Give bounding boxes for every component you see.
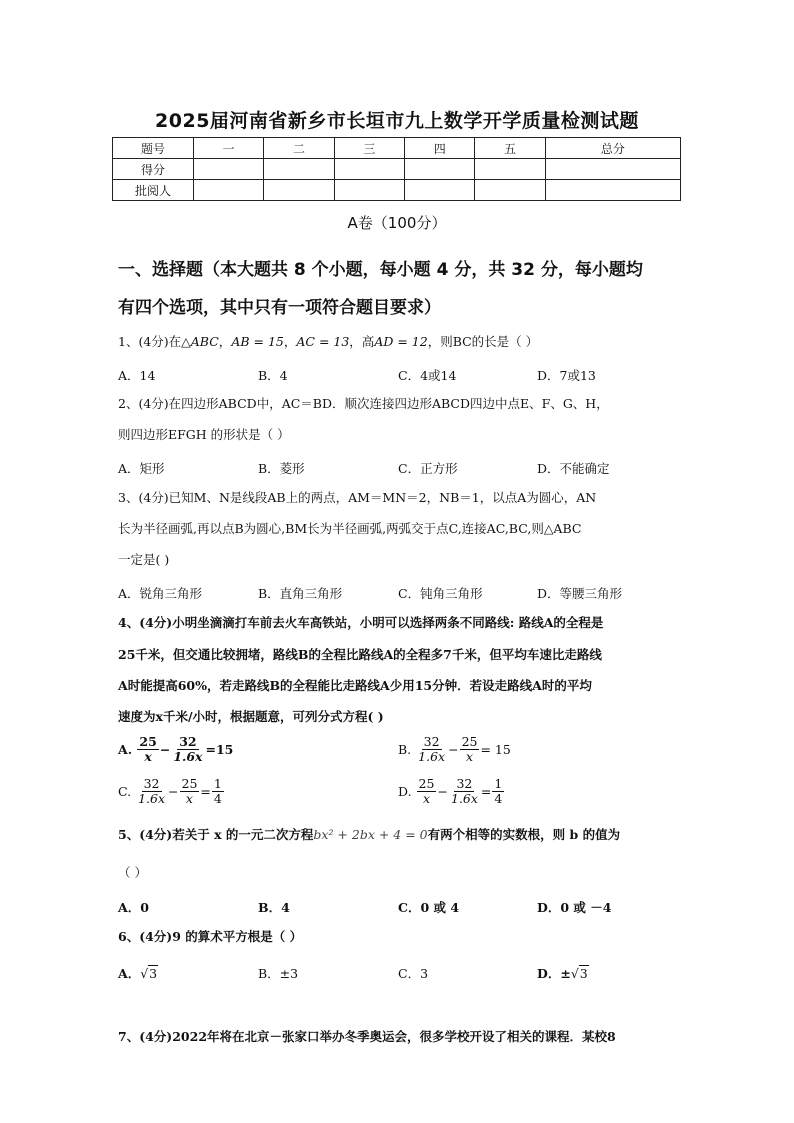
table-cell [405,159,475,180]
numerator: 25 [181,776,198,791]
math: ABC [190,334,219,349]
question-4-line1: 4、(4分)小明坐滴滴打车前去火车高铁站，小明可以选择两条不同路线: 路线A的全程是 [118,615,604,630]
table-cell [194,180,264,201]
table-cell [545,180,680,201]
text: ，高 [349,334,375,349]
numerator: 25 [139,734,157,749]
exam-title: 2025届河南省新乡市长垣市九上数学开学质量检测试题 [155,110,639,132]
section-heading-line1: 一、选择题（本大题共 8 个小题，每小题 4 分，共 32 分，每小题均 [118,260,643,280]
question-4-line2: 25千米，但交通比较拥堵，路线B的全程比路线A的全程多7千米，但平均车速比走路线 [118,647,602,662]
q3-option-a: A．锐角三角形 [118,586,203,601]
question-4-line4: 速度为x千米/小时，根据题意，可列分式方程( ) [118,709,384,724]
q4-option-b: B. $\frac{32}{1.6x}$ − $\frac{25}{x}$ = 15 [398,734,511,764]
option-label: C. [118,784,132,799]
q2-option-c: C．正方形 [398,461,458,476]
table-cell [475,159,545,180]
numerator: 32 [456,776,473,791]
q5-option-d: D．0 或 －4 [537,900,612,915]
numerator: 32 [423,734,440,749]
numerator: 1 [494,776,503,791]
volume-heading: A卷（100分） [347,214,447,232]
q6-option-b: B．±3 [258,966,299,981]
q2-option-b: B．菱形 [258,461,305,476]
q2-option-a: A．矩形 [118,461,165,476]
table-cell: 三 [334,138,404,159]
question-2-line2: 则四边形EFGH 的形状是（ ） [118,427,290,442]
q4-option-a: A. $\frac{25}{x}$ − $\frac{32}{1.6x}$ =15 [118,734,234,764]
table-cell [405,180,475,201]
radicand: 3 [149,966,158,981]
score-table-header-row [113,138,681,159]
table-cell: 一 [194,138,264,159]
q5-option-a: A．0 [118,900,149,915]
table-cell: 总分 [545,138,680,159]
numerator: 1 [213,776,222,791]
score-table-row [113,159,681,180]
q5-option-c: C．0 或 4 [398,900,460,915]
text: ， [283,334,297,349]
math: AC = 13 [296,334,350,349]
denominator: 1.6x [138,791,166,806]
table-cell [264,180,334,201]
q1-option-a: A．14 [118,368,156,383]
table-cell: 得分 [113,159,194,180]
question-2-line1: 2、(4分)在四边形ABCD中，AC＝BD．顺次连接四边形ABCD四边中点E、F、G、H， [118,396,609,411]
numerator: 32 [143,776,160,791]
table-cell [334,159,404,180]
q3-option-b: B．直角三角形 [258,586,343,601]
option-label: D. [398,784,412,799]
question-6-line1: 6、(4分)9 的算术平方根是（ ） [118,929,303,944]
table-cell: 题号 [113,138,194,159]
q1-option-c: C．4或14 [398,368,457,383]
score-table [112,137,681,201]
question-1 [118,334,678,350]
question-3-line3: 一定是( ) [118,552,170,567]
q4-option-d: D. $\frac{25}{x}$ − $\frac{32}{1.6x}$ = $\frac{1}{4}$ [398,776,503,806]
table-cell [475,180,545,201]
table-cell [545,159,680,180]
question-3-line1: 3、(4分)已知M、N是线段AB上的两点，AM＝MN＝2，NB＝1，以点A为圆心，AN [118,490,597,505]
denominator: 1.6x [173,749,203,764]
question-5-line1 [118,827,678,843]
table-cell: 五 [475,138,545,159]
question-5-line2: （ ） [118,865,147,880]
text: ，则BC的长是（ ） [427,334,539,349]
text: 有两个相等的实数根，则 b 的值为 [427,827,621,842]
q5-option-b: B．4 [258,900,290,915]
question-7-line1: 7、(4分)2022年将在北京－张家口举办冬季奥运会，很多学校开设了相关的课程．某校8 [118,1029,616,1044]
option-label: A． [118,966,141,981]
denominator: x [466,749,474,764]
denominator: 1.6x [418,749,446,764]
denominator: x [185,791,193,806]
numerator: 32 [179,734,197,749]
table-cell: 四 [405,138,475,159]
q6-option-a: A．√3 [118,966,158,981]
q6-option-d: D．±√3 [537,966,588,981]
radicand: 3 [579,966,588,981]
denominator: 4 [213,791,222,806]
q1-option-d: D．7或13 [537,368,596,383]
score-table-row [113,180,681,201]
text: ， [218,334,232,349]
option-label: B. [398,742,412,757]
denominator: x [422,791,431,806]
option-label: A. [118,742,133,757]
numerator: 25 [461,734,478,749]
math: AD = 12 [374,334,428,349]
q3-option-c: C．钝角三角形 [398,586,483,601]
question-3-line2: 长为半径画弧,再以点B为圆心,BM长为半径画弧,两弧交于点C,连接AC,BC,则△ABC [118,521,582,536]
section-heading-line2: 有四个选项，其中只有一项符合题目要求） [118,298,441,318]
q4-option-c: C. $\frac{32}{1.6x}$ − $\frac{25}{x}$ = $\frac{1}{4}$ [118,776,222,806]
option-label: D．± [537,966,571,981]
q3-option-d: D．等腰三角形 [537,586,623,601]
denominator: 1.6x [450,791,478,806]
table-cell: 批阅人 [113,180,194,201]
table-cell [194,159,264,180]
table-cell [264,159,334,180]
equation: bx² + 2bx + 4 = 0 [313,827,428,842]
denominator: 4 [494,791,503,806]
numerator: 25 [418,776,435,791]
math: AB = 15 [231,334,284,349]
text: 5、(4分)若关于 x 的一元二次方程 [118,827,314,842]
table-cell [334,180,404,201]
table-cell: 二 [264,138,334,159]
rhs: = 15 [480,742,511,757]
question-4-line3: A时能提高60%，若走路线B的全程能比走路线A少用15分钟．若设走路线A时的平均 [118,678,592,693]
rhs: =15 [205,742,234,757]
q2-option-d: D．不能确定 [537,461,610,476]
q1-option-b: B．4 [258,368,288,383]
q6-option-c: C．3 [398,966,429,981]
text: 1、(4分)在△ [118,334,191,349]
denominator: x [144,749,152,764]
